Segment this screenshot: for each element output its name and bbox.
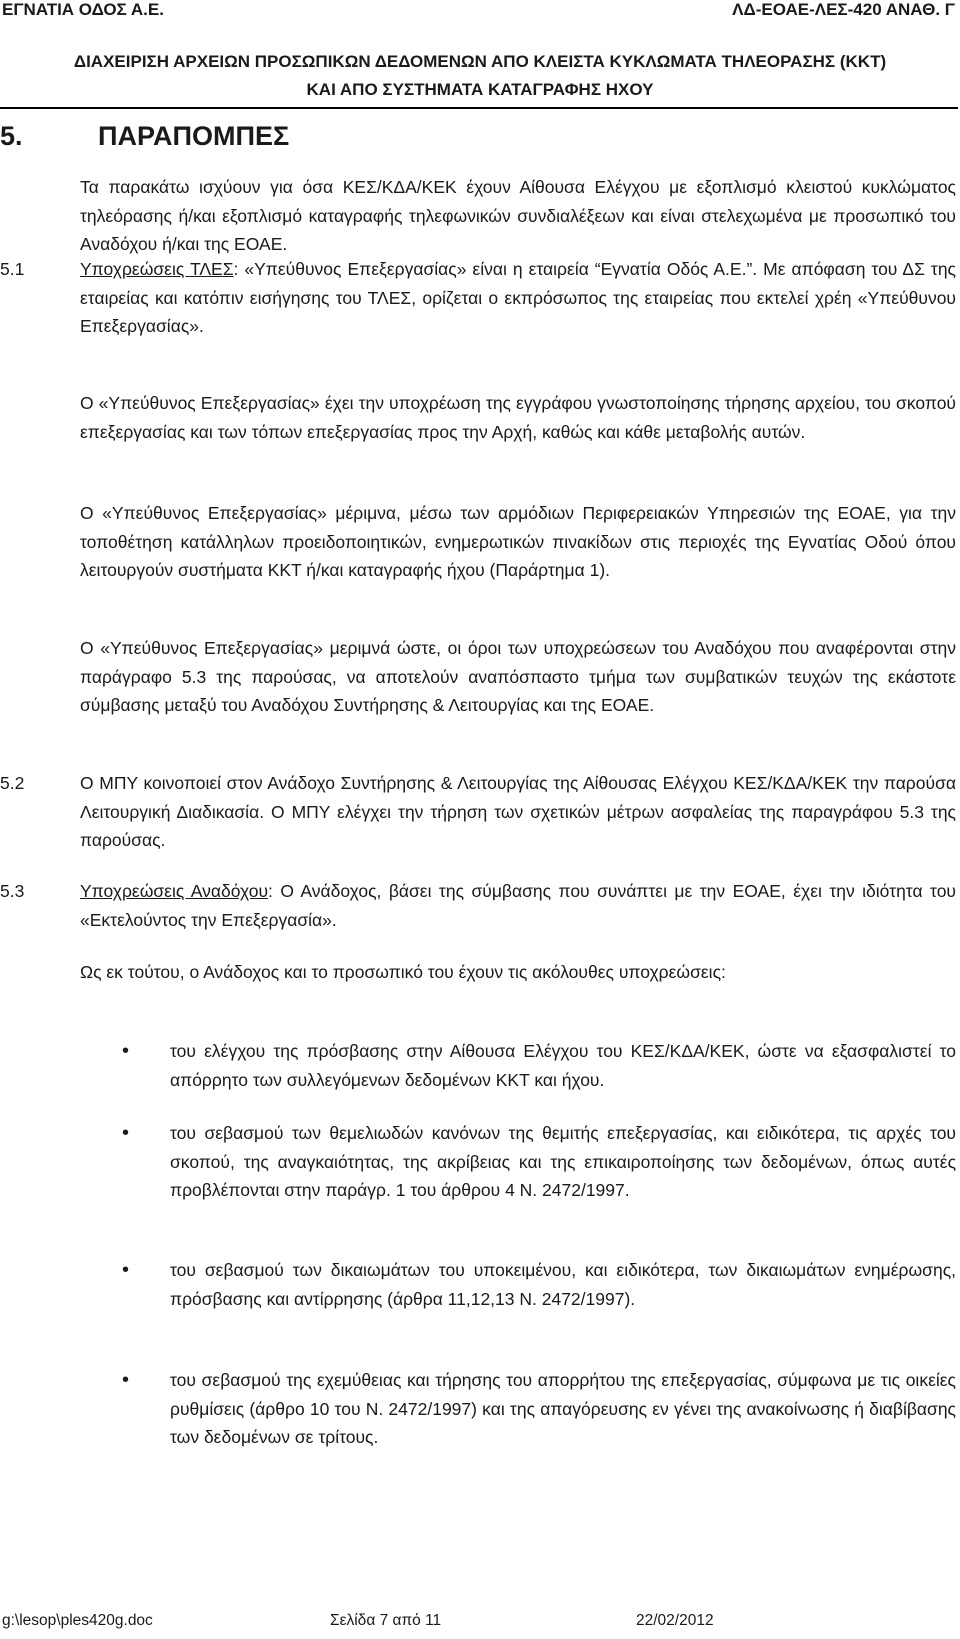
document-title-line-1: ΔΙΑΧΕΙΡΙΣΗ ΑΡΧΕΙΩΝ ΠΡΟΣΩΠΙΚΩΝ ΔΕΔΟΜΕΝΩΝ ΑΠΟ ΚΛΕΙΣΤΑ ΚΥΚΛΩΜΑΤΑ ΤΗΛΕΟΡΑΣΗΣ (ΚΚΤ) <box>73 52 887 71</box>
subsection-5-1-paragraph-4: Ο «Υπεύθυνος Επεξεργασίας» μεριμνά ώστε, οι όροι των υποχρεώσεων του Αναδόχου που αναφέρονται στην παράγραφο 5.3 της παρούσας, να αποτελούν αναπόσπαστο τμήμα των συμβατικών τευχών της εκάστοτε σύμβασης μεταξύ του Αναδόχου Συντήρησης & Λειτουργίας και της ΕΟΑΕ. <box>80 638 956 715</box>
subsection-5-2-paragraph: Ο ΜΠΥ κοινοποιεί στον Ανάδοχο Συντήρησης & Λειτουργίας της Αίθουσας Ελέγχου ΚΕΣ/ΚΔΑ/ΚΕΚ την παρούσα Λειτουργική Διαδικασία. Ο ΜΠΥ ελέγχει την τήρηση των σχετικών μέτρων ασφαλείας της παραγράφου 5.3 της παρούσας. <box>80 773 956 850</box>
subsection-5-3-number: 5.3 <box>0 881 25 901</box>
footer-date: 22/02/2012 <box>636 1612 714 1629</box>
subsection-5-3-heading: Υποχρεώσεις Αναδόχου <box>80 881 269 901</box>
company-name: ΕΓΝΑΤΙΑ ΟΔΟΣ Α.Ε. <box>2 0 164 19</box>
subsection-5-1-heading: Υποχρεώσεις ΤΛΕΣ <box>80 259 234 279</box>
subsection-5-1-number: 5.1 <box>0 259 25 279</box>
bullet-marker: • <box>122 1369 130 1391</box>
subsection-5-1-paragraph-3: Ο «Υπεύθυνος Επεξεργασίας» μέριμνα, μέσω των αρμόδιων Περιφερειακών Υπηρεσιών της ΕΟΑΕ, για την τοποθέτηση κατάλληλων προειδοποιητικών, ενημερωτικών πινακίδων στις περιοχές της Εγνατίας Οδού όπου λειτουργούν συστήματα ΚΚΤ ή/και καταγραφής ήχου (Παράρτημα 1). <box>80 503 956 580</box>
footer-page-number: Σελίδα 7 από 11 <box>330 1612 442 1629</box>
obligation-item: του σεβασμού των δικαιωμάτων του υποκειμένου, και ειδικότερα, των δικαιωμάτων ενημέρωσης, πρόσβασης και αντίρρησης (άρθρα 11,12,13 Ν. 2472/1997). <box>170 1260 956 1309</box>
obligations-lead-paragraph: Ως εκ τούτου, ο Ανάδοχος και το προσωπικό του έχουν τις ακόλουθες υποχρεώσεις: <box>80 962 726 982</box>
bullet-marker: • <box>122 1122 130 1144</box>
subsection-5-1-paragraph-2: Ο «Υπεύθυνος Επεξεργασίας» έχει την υποχρέωση της εγγράφου γνωστοποίησης τήρησης αρχείου, του σκοπού επεξεργασίας και των τόπων επεξεργασίας προς την Αρχή, καθώς και κάθε μεταβολής αυτών. <box>80 393 956 442</box>
bullet-marker: • <box>122 1259 130 1281</box>
obligation-item: του ελέγχου της πρόσβασης στην Αίθουσα Ελέγχου του ΚΕΣ/ΚΔΑ/ΚΕΚ, ώστε να εξασφαλιστεί το απόρρητο των συλλεγόμενων δεδομένων ΚΚΤ και ήχου. <box>170 1041 956 1090</box>
document-title-line-2: ΚΑΙ ΑΠΟ ΣΥΣΤΗΜΑΤΑ ΚΑΤΑΓΡΑΦΗΣ ΗΧΟΥ <box>306 80 654 99</box>
subsection-5-1-text: : «Υπεύθυνος Επεξεργασίας» είναι η εταιρεία “Εγνατία Οδός Α.Ε.”. Με απόφαση του ΔΣ της εταιρείας και κατόπιν εισήγησης του ΤΛΕΣ, ορίζεται ο εκπρόσωπος της εταιρείας που εκτελεί χρέη «Υπεύθυνου Επεξεργασίας». <box>80 259 956 336</box>
section-number: 5. <box>0 121 23 151</box>
section-intro-paragraph: Τα παρακάτω ισχύουν για όσα ΚΕΣ/ΚΔΑ/ΚΕΚ έχουν Αίθουσα Ελέγχου με εξοπλισμό κλειστού κυκλώματος τηλεόρασης ή/και εξοπλισμό καταγραφής τηλεφωνικών συνδιαλέξεων και είναι στελεχωμένα με προσωπικό του Αναδόχου ή/και της ΕΟΑΕ. <box>80 177 956 254</box>
bullet-marker: • <box>122 1040 130 1062</box>
running-header <box>0 0 960 24</box>
footer-file-path: g:\lesop\ples420g.doc <box>2 1612 153 1629</box>
subsection-5-1-paragraph <box>80 255 956 341</box>
header-divider <box>0 107 958 109</box>
obligation-item: του σεβασμού της εχεμύθειας και τήρησης του απορρήτου της επεξεργασίας, σύμφωνα με τις οικείες ρυθμίσεις (άρθρο 10 του Ν. 2472/1997) και της απαγόρευσης εν γένει της ανακοίνωσης ή διαβίβασης των δεδομένων σε τρίτους. <box>170 1370 956 1447</box>
document-code: ΛΔ-ΕΟΑΕ-ΛΕΣ-420 ΑΝΑΘ. Γ <box>732 0 955 19</box>
subsection-5-2-number: 5.2 <box>0 773 25 793</box>
subsection-5-3-paragraph <box>80 877 956 934</box>
section-title: ΠΑΡΑΠΟΜΠΕΣ <box>98 121 290 151</box>
subsection-5-3-text: : Ο Ανάδοχος, βάσει της σύμβασης που συνάπτει με την ΕΟΑΕ, έχει την ιδιότητα του «Εκτελούντος την Επεξεργασία». <box>80 881 956 930</box>
obligation-item: του σεβασμού των θεμελιωδών κανόνων της θεμιτής επεξεργασίας, και ειδικότερα, τις αρχές του σκοπού, της αναγκαιότητας, της ακρίβειας και της επικαιροποίησης των δεδομένων, όπως αυτές προβλέπονται στην παράγρ. 1 του άρθρου 4 Ν. 2472/1997. <box>170 1123 956 1200</box>
